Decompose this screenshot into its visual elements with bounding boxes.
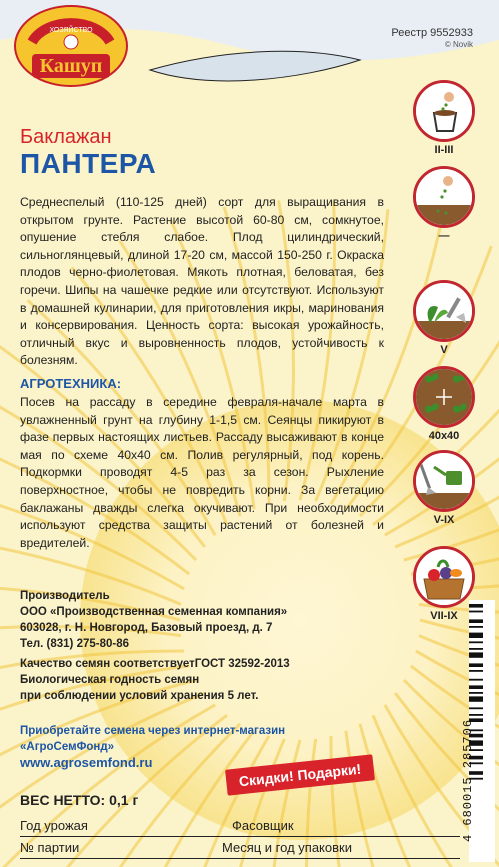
- variety-name: ПАНТЕРА: [20, 148, 157, 179]
- icon-label: 40x40: [428, 430, 460, 442]
- icon-item: [409, 450, 479, 526]
- field-line-2: [20, 858, 460, 859]
- shop-line1: Приобретайте семена через интернет-магазин: [20, 725, 286, 737]
- agro-heading: АГРОТЕХНИКА:: [20, 376, 122, 391]
- registry-block: [391, 28, 473, 50]
- brand-name: Кашуп: [39, 55, 103, 77]
- producer-gost: Качество семян соответствуетГОСТ 32592-2013: [20, 658, 290, 670]
- crop-name: Баклажан: [20, 126, 112, 148]
- sowing-pot-icon: [416, 83, 472, 139]
- icon-item: [409, 80, 479, 156]
- field-lot: № партии: [20, 840, 80, 855]
- shop-url[interactable]: www.agrosemfond.ru: [20, 755, 153, 770]
- net-weight: ВЕС НЕТТО: 0,1 г: [20, 792, 139, 808]
- field-line-1: [20, 836, 460, 837]
- copyright: © Novik: [444, 40, 473, 49]
- transplant-icon: [416, 283, 472, 339]
- icon-label: —: [438, 230, 450, 242]
- barcode-digits: 4 680015 285706: [461, 718, 475, 842]
- producer-title: Производитель: [20, 590, 110, 602]
- producer-germ1: Биологическая годность семян: [20, 674, 200, 686]
- registry-number: Реестр 9552933: [391, 27, 473, 39]
- field-pack-date: Месяц и год упаковки: [222, 840, 352, 855]
- field-packer: Фасовщик: [232, 818, 294, 833]
- shop-block: [20, 723, 285, 771]
- harvest-basket-icon: [416, 549, 472, 605]
- brand-logo: [12, 2, 130, 90]
- variety-description: Среднеспелый (110-125 дней) сорт для выращивания в открытом грунте. Растение высотой 60-80 см, сомкнутое, опушение стебля слабое. Плод цилиндрический, сильноглянцевый, длиной 17-20 см, массой 150-250 г. Окраска плодов черно-фиолетовая. Мякоть плотная, беловатая, без горечи. Шипы на чашечке редкие или отсутствуют. Используют в домашней кулинарии, для приготовления икры, маринования и консервирования. Ценность сорта: высокая урожайность, отличный вкус и выровненность плодов, устойчивость к болезням.: [20, 195, 384, 368]
- producer-company: ООО «Производственная семенная компания»: [20, 606, 288, 618]
- producer-phone: Тел. (831) 275-80-86: [20, 638, 130, 650]
- icon-label: VII-IX: [430, 610, 458, 622]
- brand-arc-text: ХОЗЯЙСТВО: [49, 27, 93, 34]
- icon-label: V-IX: [433, 514, 455, 526]
- agro-text: Посев на рассаду в середине февраля-начале марта в увлажненный грунт на глубину 1-1,5 см. Сеянцы пикируют в фазе первых настоящих листьев. Рассаду высаживают в конце мая по схеме 40х40 см. Полив регулярный, под корень. Подкормки проводят 4-5 раз за сезон. Рыхление поверхностное, чтобы не повредить корни. За вегетацию баклажаны дважды слегка окучивают. При необходимости используют средства защиты растений от болезней и вредителей.: [20, 395, 384, 550]
- icon-item: [409, 366, 479, 442]
- producer-block: [20, 588, 290, 704]
- watering-care-icon: [416, 453, 472, 509]
- field-year: Год урожая: [20, 818, 88, 833]
- icon-label: V: [440, 344, 448, 356]
- producer-germ2: при соблюдении условий хранения 5 лет.: [20, 690, 259, 702]
- icon-label: II-III: [434, 144, 454, 156]
- icon-item: [409, 166, 479, 242]
- spacing-icon: [416, 369, 472, 425]
- barcode: [461, 600, 495, 862]
- sowing-ground-icon: [416, 169, 472, 225]
- shop-line2: «АгроСемФонд»: [20, 741, 115, 753]
- producer-address: 603028, г. Н. Новгород, Базовый проезд, д. 7: [20, 622, 273, 634]
- icon-item: [409, 280, 479, 356]
- sale-badge: Скидки! Подарки!: [225, 754, 375, 795]
